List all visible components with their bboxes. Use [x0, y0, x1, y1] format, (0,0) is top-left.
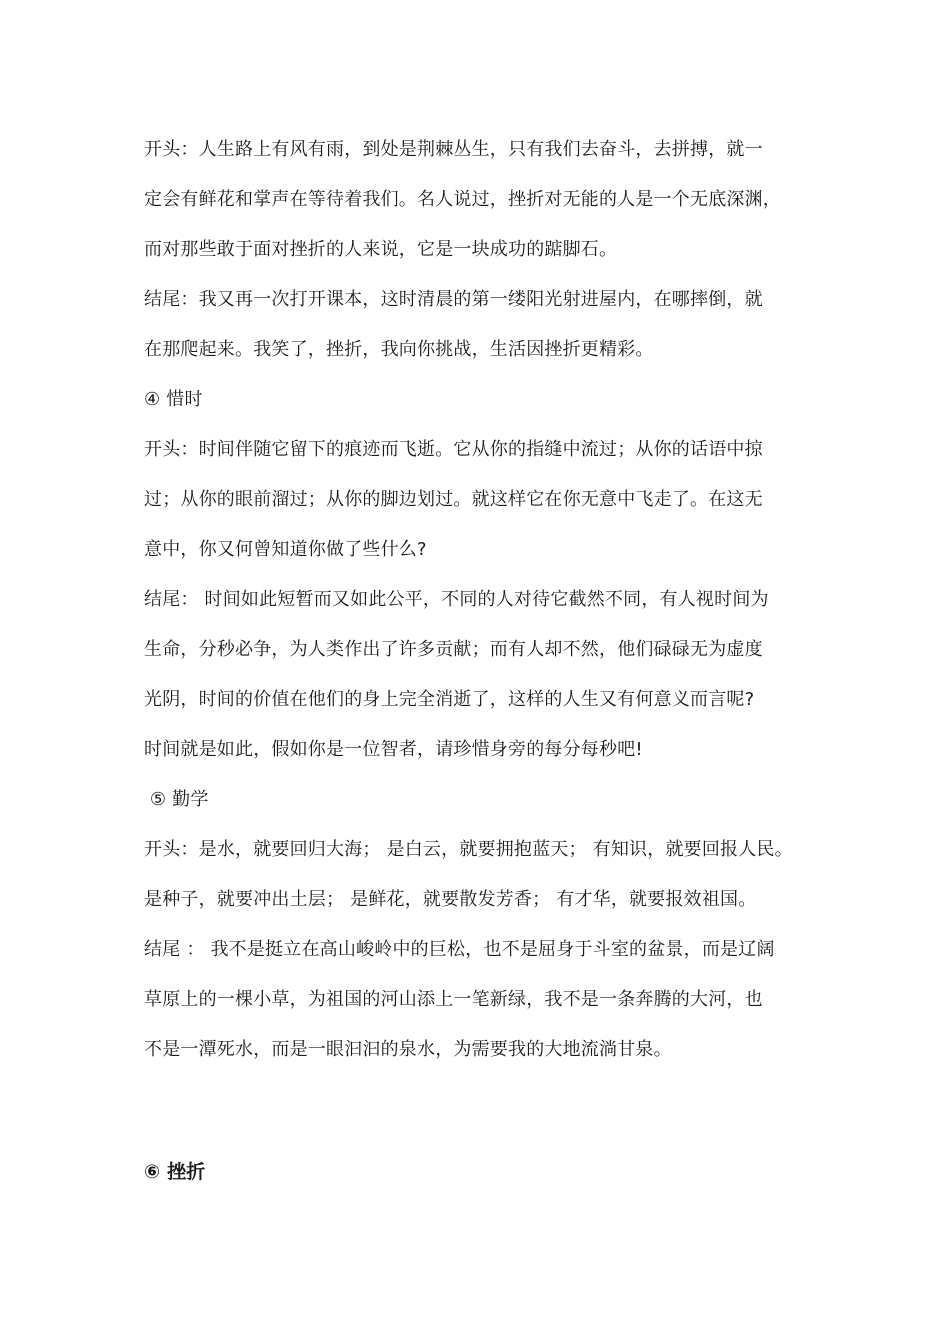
paragraph-line: 结尾： 时间如此短暂而又如此公平，不同的人对待它截然不同，有人视时间为 [144, 589, 769, 610]
paragraph-line: 不是一潭死水，而是一眼汩汩的泉水，为需要我的大地流淌甘泉。 [144, 1039, 672, 1060]
paragraph-line: 生命，分秒必争，为人类作出了许多贡献；而有人却不然，他们碌碌无为虚度 [144, 639, 763, 660]
paragraph-line: 结尾：我又再一次打开课本，这时清晨的第一缕阳光射进屋内，在哪摔倒，就 [144, 289, 763, 310]
section-heading-cuozhe: ⑥ 挫折 [144, 1161, 206, 1183]
paragraph-line: 在那爬起来。我笑了，挫折，我向你挑战，生活因挫折更精彩。 [144, 339, 654, 360]
section-heading-qinxue: ⑤ 勤学 [144, 789, 209, 810]
paragraph-line: 开头：人生路上有风有雨，到处是荆棘丛生，只有我们去奋斗，去拼搏，就一 [144, 139, 763, 160]
paragraph-line: 而对那些敢于面对挫折的人来说，它是一块成功的踮脚石。 [144, 239, 618, 260]
paragraph-line: 草原上的一棵小草，为祖国的河山添上一笔新绿，我不是一条奔腾的大河，也 [144, 989, 763, 1010]
paragraph-line: 定会有鲜花和掌声在等待着我们。名人说过，挫折对无能的人是一个无底深渊， [144, 189, 781, 210]
paragraph-line: 过；从你的眼前溜过；从你的脚边划过。就这样它在你无意中飞走了。在这无 [144, 489, 763, 510]
paragraph-line: 光阴，时间的价值在他们的身上完全消逝了，这样的人生又有何意义而言呢? [144, 689, 755, 710]
paragraph-line: 开头：时间伴随它留下的痕迹而飞逝。它从你的指缝中流过；从你的话语中掠 [144, 439, 763, 460]
paragraph-line: 时间就是如此，假如你是一位智者，请珍惜身旁的每分每秒吧! [144, 739, 643, 760]
section-heading-xishi: ④ 惜时 [144, 389, 203, 410]
paragraph-line: 开头：是水，就要回归大海； 是白云，就要拥抱蓝天； 有知识，就要回报人民。 [144, 839, 793, 860]
paragraph-line: 结尾 ： 我不是挺立在高山峻岭中的巨松，也不是屈身于斗室的盆景，而是辽阔 [144, 939, 775, 960]
paragraph-line: 意中，你又何曾知道你做了些什么? [144, 539, 427, 560]
paragraph-line: 是种子，就要冲出土层； 是鲜花，就要散发芳香； 有才华，就要报效祖国。 [144, 889, 757, 910]
